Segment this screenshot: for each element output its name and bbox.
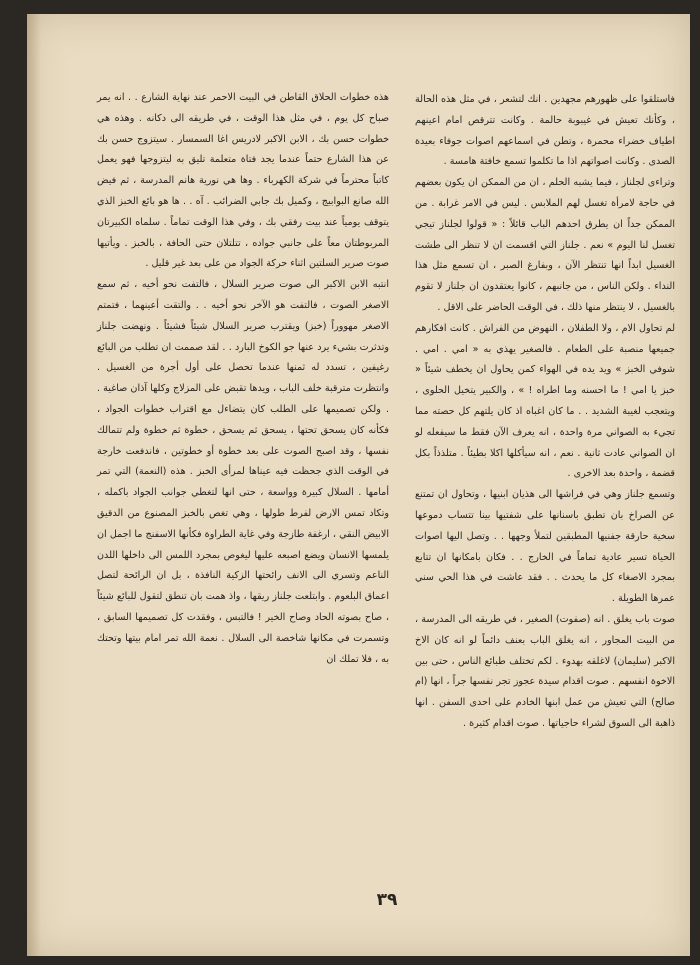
paragraph: فاستلقوا على ظهورهم مجهدين . انك لتشعر ، في مثل هذه الحالة ، وكأنك تعيش في غيبوبة حالمة . وكانت تترقص امام اعينهم اطياف خضراء محمرة ، وتطن في اسماعهم اصوات جوفاء بعيدة الصدى . وكانت اصواتهم اذا ما تكلموا تسمع خافتة هامسة . (415, 94, 675, 168)
document-page (27, 14, 690, 956)
page-number: ٣٩ (376, 890, 398, 910)
text-column-right (415, 90, 675, 735)
paragraph: هذه خطوات الحلاق القاطن في البيت الاحمر عند نهاية الشارع . . انه يمر صباح كل يوم ، في مثل هذا الوقت ، في طريقه الى دكانه . وهذه هي خطوات حسن بك ، الابن الاكبر لادريس اغا السمسار . سيتزوج حسن بك عن هذا الشارع حتماً عندما يجد فتاة متعلمة تليق به ليتزوجها فهو يعمل كاتباً محترماً في شركة الكهرباء . وها هي نورية هانم المدرسة ، ثم فيض الله صانع البوابيج ، وكميل بك جابي الضرائب . آه . . ها هو بائع الخبز الذي يتوقف يومياً عند بيت رفقي بك ، وفي هذا الوقت تماماً . سلماه الكبيرتان المربوطتان معاً على جانبي جواده ، تتلتلان حتى الحافة ، بالخبز . ويأتيها صوت صرير السلتين اثناء حركة الجواد من على بعد غير قليل . (97, 92, 389, 270)
text-column-left (97, 88, 389, 670)
paragraph: لم تحاول الام ، ولا الطفلان ، النهوض من الفراش . كانت افكارهم جميعها منصبة على الطعام . فالصغير يهذي به « امي . امي . شوفي الخبز » ويد يده في الهواء كمن يحاول ان يخطف شيئاً « خبز يا امي ! ما احسنه وما اطراه ! » ، والكبير يتخيل الحلوى ، ويتعجب لغيبة الشديد . . ما كان اغباه اذ كان يلتهم كل حصته مما تجيء به الصواني مرة واحدة ، انه يعرف الآن فقط ما سيفعله لو ان الصواني عادت ثانية . نعم ، انه سيأكلها اكلا بطيئاً . متلذذاً بكل قضمة ، واحدة بعد الاخرى . (415, 322, 675, 480)
paragraph: وتسمع جلناز وهي في فراشها الى هذيان ابنيها ، وتحاول ان تمتنع عن الصراخ بان تطبق باسنانها على شفتيها بينا تتساب دموعها سخية حارقة جفنيها المطبقين لتملأ وجهها . . وتصل اليها اصوات الحياة تسير عادية تماماً في الخارج . . فكان بامكانها ان تتابع بمجرد الاصغاء كل ما يحدث . . فقد عاشت في هذا الحي سني عمرها الطويلة . (415, 489, 675, 605)
paragraph: وتراءى لجلناز ، فيما يشبه الحلم ، ان من الممكن ان يكون بعضهم في حاجة لامرأة تغسل لهم الملابس . ليس في الامر غرابة . من الممكن جداً ان يطرق احدهم الباب قائلاً : « قولوا لجلناز تيجي تغسل لنا اليوم » نعم . جلناز التي اقسمت ان لا تنظر الى طشت الغسيل ابداً انها تنتظر الآن ، وبفارغ الصبر ، ان تسمع مثل هذا النداء . ولكن الناس ، من جانبهم ، كانوا يعتقدون ان جلناز لا تقوم بالغسيل ، لا ينتظر منها ذلك ، في الوقت الحاضر على الاقل . (415, 177, 675, 313)
paragraph: صوت باب يغلق . انه (صفوت) الصغير ، في طريقه الى المدرسة ، من البيت المجاور ، انه يغلق الباب بعنف دائماً لو انه كان الاخ الاكبر (سليمان) لاغلقه بهدوء . لكم تختلف طبائع الناس ، حتى بين الاخوة انفسهم . صوت اقدام سيدة عجوز تجر نفسها جراً ، انها (ام صالح) التي تعيش من عمل ابنها الخادم على احدى السفن . انها ذاهبة الى السوق لشراء حاجياتها . صوت اقدام كثيرة . (415, 613, 675, 729)
paragraph: انتبه الابن الاكبر الى صوت صرير السلال ، فالتفت نحو أخيه ، ثم سمع الاصغر الصوت ، فالتفت هو الآخر نحو أخيه . . والتقت أعينهما ، فتمتم الاصغر مهووراً (خبز) ويقترب صرير السلال شيئاً فشيئاً . ونهضت جلناز وتدثرت بشيء يرد عنها جو الكوخ البارد . . لقد صممت ان تطلب من البائع رغيفين ، تسدد له ثمنها عندما تحصل على أول أجرة من الغسيل . وانتظرت مترقبة خلف الباب ، ويدها تقبض على المزلاج وكلها آذان صاغية . . ولكن تصميمها على الطلب كان يتضاءل مع اقتراب خطوات الجواد ، فكأنه كان يسحق تحتها ، يسحق ثم يسحق ، خطوة ثم خطوة ولم تتمالك نفسها ، وقد اصبح الصوت على بعد خطوة أو خطوتين ، فاندفعت خارجة في الوقت الذي جحظت فيه عيناها لمرأى الخبز . هذه (النعمة) التي تمر أمامها . السلال كبيرة وواسعة ، حتى انها لتغطي جوانب الجواد باكمله ، وتكاد تمس الارض لفرط طولها ، وهي تغص بالخبز المصنوع من الدقيق الابيض النقي ، ارغفة طازجة وفي غاية الطراوة فكأنها الاسفنج ما اجمل ان يلمسها الانسان ويضع اصبعه عليها ليغوص بمجرد اللمس الى داخلها اللدن الناعم وتسري الى الانف رائحتها الزكية النافذة ، بل ان الرائحة لتصل اعماق البلعوم . وابتلعت جلناز ريقها ، واذ همت بان تنطق لتقول للبائع شيئاً ، صاح بصوته الحاد وصاح الخير ! فالتبس ، وفقدت كل تصميمها السابق ، وتسمرت في مكانها شاخصة الى السلال . نعمة الله تمر امام بيتها وتحتك به ، فلا تملك ان (97, 279, 389, 665)
